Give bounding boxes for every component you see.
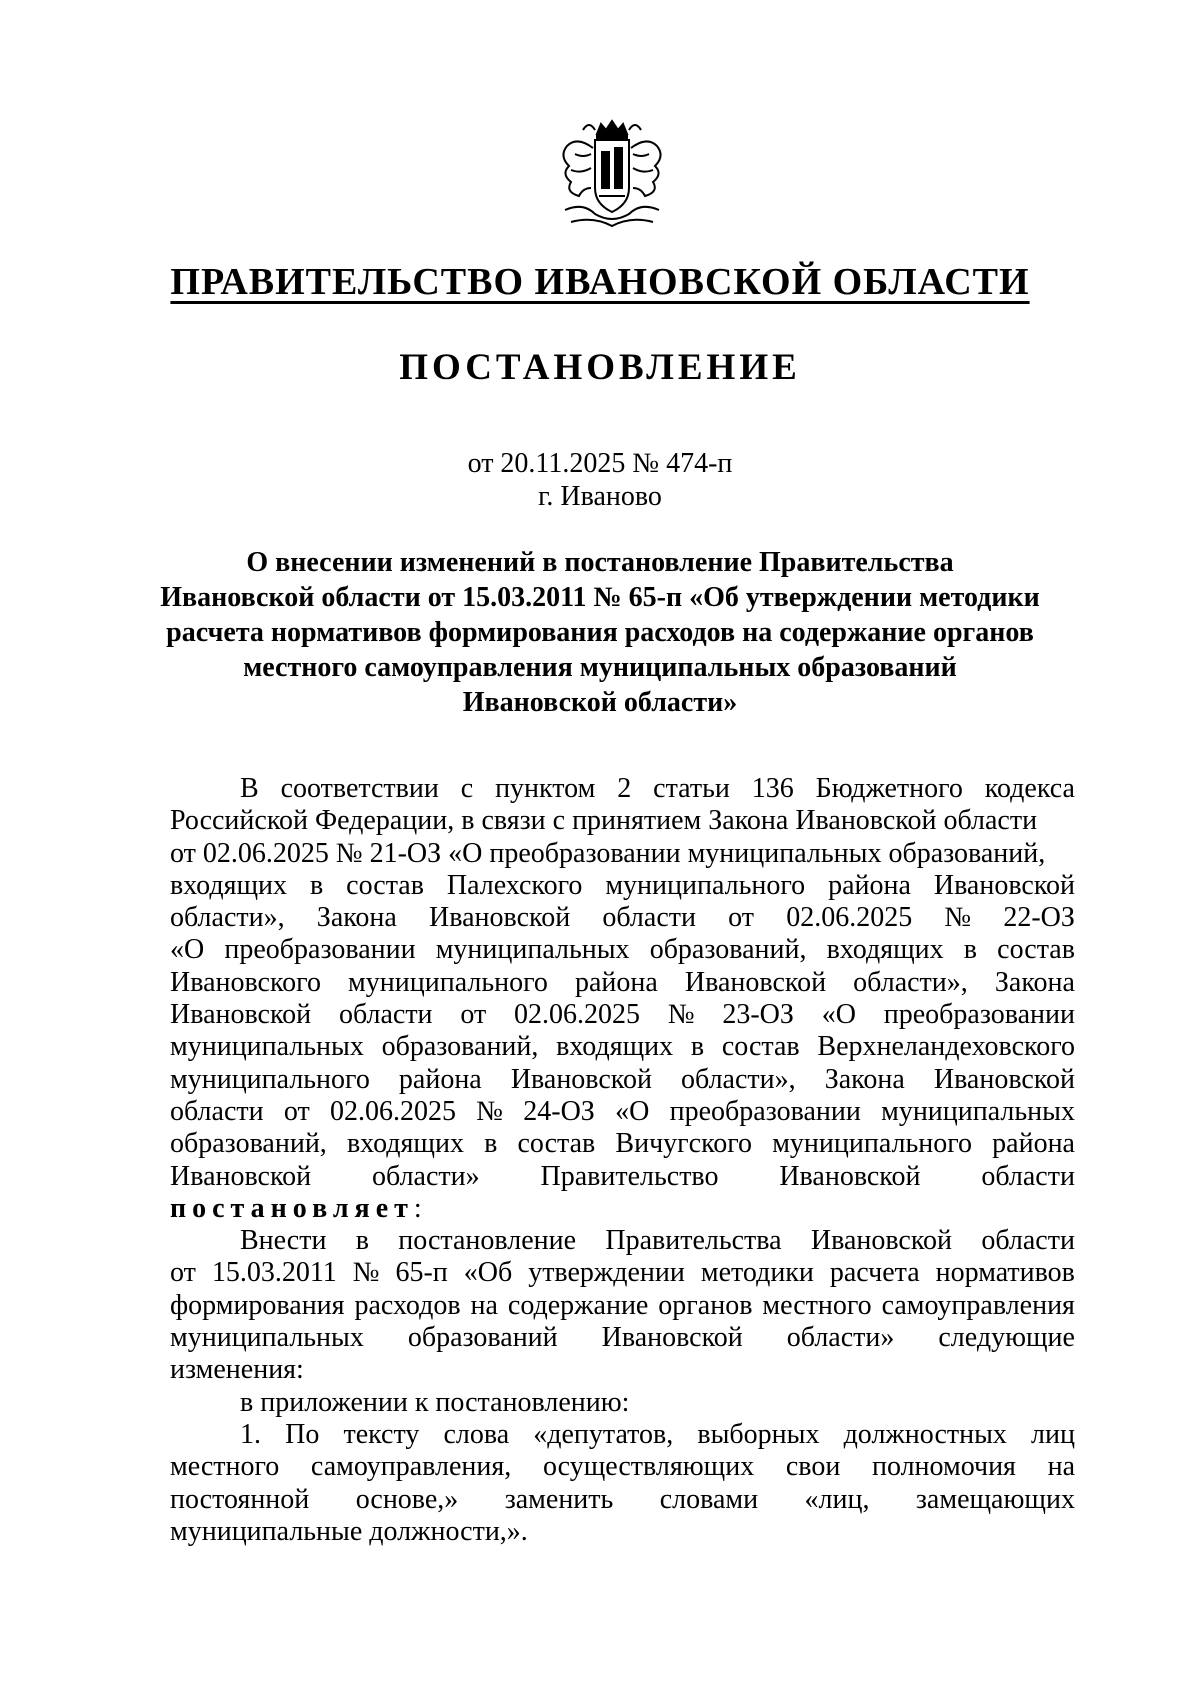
- word: «депутатов,: [533, 1418, 674, 1450]
- organization-name: ПРАВИТЕЛЬСТВО ИВАНОВСКОЙ ОБЛАСТИ: [170, 261, 1030, 303]
- word: Закона: [824, 1063, 905, 1095]
- word: муниципальных: [435, 934, 630, 966]
- word: области: [170, 1095, 264, 1127]
- word: Бюджетного: [815, 773, 963, 804]
- word: с: [460, 773, 474, 804]
- word: Ивановской: [601, 1322, 743, 1354]
- word: Ивановской: [684, 966, 827, 998]
- word: 22-ОЗ: [1003, 902, 1075, 934]
- word: Ивановской: [933, 869, 1075, 901]
- article-line: [170, 1225, 1075, 1257]
- word: муниципального: [170, 1063, 370, 1095]
- word: осуществляющих: [542, 1451, 755, 1483]
- word: образований,: [170, 1128, 327, 1160]
- word: органов: [658, 1289, 753, 1321]
- word: «О: [615, 1095, 650, 1127]
- word: области: [602, 902, 696, 934]
- item-line: [170, 1484, 1075, 1516]
- word: «О: [821, 999, 856, 1031]
- document-title: [160, 545, 1040, 720]
- item-line: муниципальные должности,».: [170, 1515, 528, 1547]
- word: нормативов: [935, 1257, 1075, 1289]
- word: 02.06.2025: [330, 1095, 457, 1127]
- word: образований,: [381, 1031, 539, 1063]
- preamble-line: [170, 934, 1075, 966]
- word: 1.: [240, 1418, 261, 1450]
- document-city: г. Иваново: [538, 481, 662, 512]
- word: муниципального: [605, 869, 806, 901]
- article-line: [170, 1257, 1075, 1289]
- word: области»: [786, 1322, 895, 1354]
- preamble-line: [170, 1096, 1075, 1128]
- word: Внести: [240, 1225, 327, 1257]
- word: области: [981, 1225, 1075, 1257]
- word: тексту: [343, 1418, 420, 1450]
- word: Вичугского: [615, 1128, 753, 1160]
- word: области»,: [681, 1063, 796, 1095]
- word: области: [338, 999, 433, 1031]
- word: Закона: [316, 902, 397, 934]
- word: области»,: [853, 966, 968, 998]
- title-line: Ивановской области»: [462, 687, 738, 718]
- preamble-line: [170, 967, 1075, 999]
- word: «О: [170, 934, 205, 966]
- word: преобразовании: [669, 1095, 861, 1127]
- word: словами: [659, 1483, 759, 1515]
- word: 02.06.2025: [786, 902, 913, 934]
- word: 15.03.2011: [211, 1257, 337, 1289]
- word: формирования: [170, 1289, 345, 1321]
- word: По: [285, 1418, 320, 1450]
- word: утверждении: [528, 1257, 685, 1289]
- word: входящих: [170, 869, 288, 901]
- word: Верхнеландеховского: [817, 1031, 1075, 1063]
- word: соответствии: [280, 773, 439, 804]
- word: преобразовании: [883, 999, 1075, 1031]
- word: кодекса: [984, 773, 1075, 804]
- word: выборных: [697, 1418, 820, 1450]
- word: постановление: [398, 1225, 577, 1257]
- word: 02.06.2025: [514, 999, 641, 1031]
- preamble-line: от 02.06.2025 № 21-ОЗ «О преобразовании муниципальных образований,: [170, 837, 1046, 869]
- word: должностных: [843, 1418, 1007, 1450]
- word: Ивановской: [170, 999, 312, 1031]
- word: состав: [517, 1128, 596, 1160]
- word: Закона: [994, 966, 1075, 998]
- word: самоуправления,: [310, 1451, 512, 1483]
- preamble-line: [170, 1031, 1075, 1063]
- word: на: [470, 1289, 498, 1321]
- word: содержание: [507, 1289, 649, 1321]
- article-line: [170, 1290, 1075, 1322]
- word: основе,»: [355, 1483, 459, 1515]
- word: состав: [721, 1031, 800, 1063]
- word: Палехского: [446, 869, 583, 901]
- word: Ивановской: [933, 1063, 1075, 1095]
- word: следующие: [938, 1322, 1075, 1354]
- word: свои: [785, 1451, 841, 1483]
- word: замещающих: [915, 1483, 1075, 1515]
- word: района: [828, 869, 911, 901]
- word: образований,: [649, 934, 807, 966]
- word: 2: [617, 773, 632, 804]
- word: в: [484, 1128, 498, 1160]
- word: №: [476, 1095, 503, 1127]
- preamble-line: [170, 902, 1075, 934]
- document-type: ПОСТАНОВЛЕНИЕ: [399, 347, 801, 388]
- word: муниципальных: [881, 1095, 1075, 1127]
- word: Ивановской: [810, 1225, 953, 1257]
- word: на: [1047, 1451, 1075, 1483]
- title-line: местного самоуправления муниципальных образований: [243, 652, 957, 683]
- word: района: [992, 1128, 1075, 1160]
- word: «Об: [463, 1257, 513, 1289]
- preamble-line: [170, 1161, 1075, 1193]
- word: методики: [700, 1257, 814, 1289]
- word: Правительство: [540, 1160, 719, 1192]
- word: статьи: [653, 773, 730, 804]
- word: состав: [346, 869, 424, 901]
- article-line: в приложении к постановлению:: [240, 1386, 630, 1418]
- word: В: [240, 773, 259, 804]
- word: пунктом: [495, 773, 596, 804]
- word: 65-п: [395, 1257, 448, 1289]
- word: Правительства: [605, 1225, 782, 1257]
- word: самоуправления: [881, 1289, 1075, 1321]
- word: района: [398, 1063, 482, 1095]
- word: заменить: [504, 1483, 614, 1515]
- decree-colon: :: [413, 1192, 422, 1224]
- preamble-line: [170, 1128, 1075, 1160]
- word: в: [690, 1031, 705, 1063]
- word: в: [355, 1225, 369, 1257]
- word: расчета: [829, 1257, 920, 1289]
- word: муниципальных: [170, 1031, 364, 1063]
- word: 24-ОЗ: [523, 1095, 595, 1127]
- word: области»: [372, 1160, 480, 1192]
- preamble-line: [170, 773, 1075, 805]
- word: слова: [443, 1418, 510, 1450]
- word: Ивановской: [429, 902, 571, 934]
- word: постоянной: [170, 1483, 310, 1515]
- preamble-line: [170, 1064, 1075, 1096]
- title-line: расчета нормативов формирования расходов на содержание органов: [166, 617, 1034, 648]
- preamble-line: [170, 870, 1075, 902]
- coat-of-arms-icon: [553, 118, 671, 232]
- preamble-line: [170, 999, 1075, 1031]
- word: в: [963, 934, 978, 966]
- word: области»,: [170, 902, 285, 934]
- word: преобразовании: [224, 934, 416, 966]
- word: образований: [407, 1322, 558, 1354]
- word: от: [170, 1257, 196, 1289]
- word: Ивановской: [170, 1160, 312, 1192]
- word: Ивановской: [510, 1063, 652, 1095]
- word: Ивановского: [170, 966, 321, 998]
- word: района: [574, 966, 658, 998]
- word: от: [728, 902, 755, 934]
- title-line: О внесении изменений в постановление Правительства: [246, 547, 954, 578]
- word: входящих: [556, 1031, 674, 1063]
- word: входящих: [346, 1128, 464, 1160]
- decree-word: постановляет: [170, 1192, 414, 1224]
- word: входящих: [826, 934, 944, 966]
- word: расходов: [354, 1289, 461, 1321]
- article-line: изменения:: [170, 1354, 304, 1386]
- word: №: [667, 999, 695, 1031]
- word: №: [944, 902, 972, 934]
- word: состав: [997, 934, 1075, 966]
- word: муниципальных: [170, 1322, 364, 1354]
- article-line: [170, 1322, 1075, 1354]
- word: области: [981, 1160, 1075, 1192]
- word: «лиц,: [804, 1483, 870, 1515]
- word: местного: [170, 1451, 280, 1483]
- word: муниципального: [772, 1128, 973, 1160]
- word: от: [283, 1095, 310, 1127]
- decree-line: [170, 1193, 1075, 1225]
- word: 136: [751, 773, 794, 804]
- word: от: [460, 999, 487, 1031]
- word: муниципального: [348, 966, 548, 998]
- item-line: [170, 1419, 1075, 1451]
- title-line: Ивановской области от 15.03.2011 № 65-п «Об утверждении методики: [160, 582, 1040, 613]
- word: 23-ОЗ: [722, 999, 794, 1031]
- word: местного: [762, 1289, 872, 1321]
- document-date-number: от 20.11.2025 № 474-п: [467, 448, 733, 479]
- word: №: [352, 1257, 380, 1289]
- word: лиц: [1031, 1418, 1075, 1450]
- word: в: [309, 869, 324, 901]
- document-body: [170, 773, 1075, 1548]
- word: полномочия: [871, 1451, 1016, 1483]
- preamble-line: Российской Федерации, в связи с принятием Закона Ивановской области: [170, 805, 1038, 837]
- item-line: [170, 1451, 1075, 1483]
- word: Ивановской: [779, 1160, 921, 1192]
